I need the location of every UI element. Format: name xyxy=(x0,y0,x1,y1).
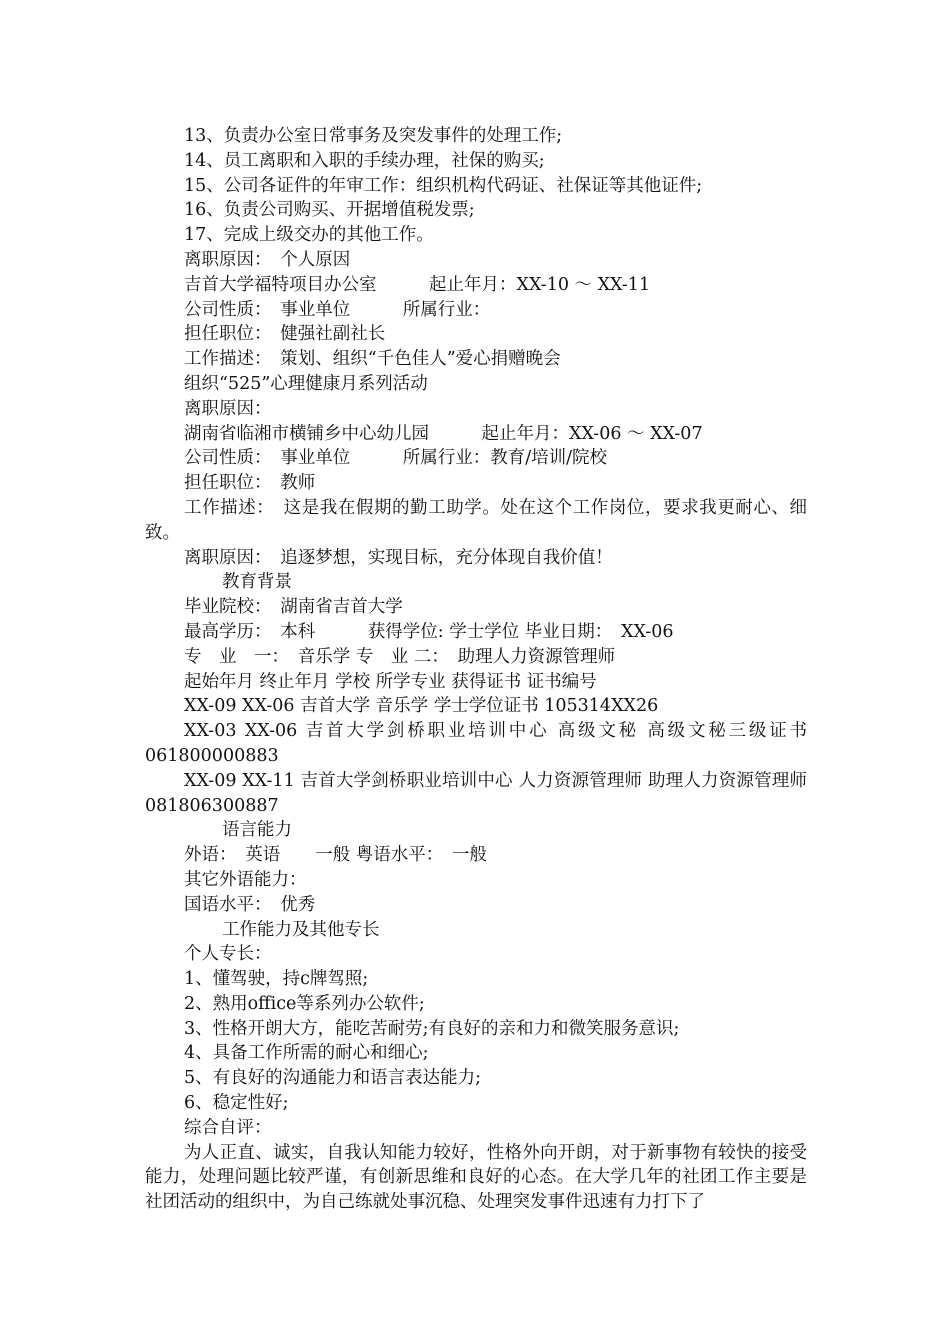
education-table-header: 起始年月 终止年月 学校 所学专业 获得证书 证书编号 xyxy=(184,671,597,692)
skills-label: 个人专长： xyxy=(184,944,272,965)
education-row: XX-03 XX-06 吉首大学剑桥职业培训中心 高级文秘 高级文秘三级证书 061800000883 xyxy=(145,721,807,766)
graduation-school: 毕业院校： 湖南省吉首大学 xyxy=(184,597,403,618)
job-description: 组织“525”心理健康月系列活动 xyxy=(184,373,428,394)
company-nature: 公司性质： 事业单位 所属行业：教育/培训/院校 xyxy=(184,448,608,469)
leave-reason: 离职原因： xyxy=(184,398,272,419)
job-description: 工作描述： 策划、组织“千色佳人”爱心捐赠晚会 xyxy=(184,349,561,370)
leave-reason: 离职原因： 个人原因 xyxy=(184,249,351,270)
job-position: 担任职位： 健强社副社长 xyxy=(184,324,386,345)
skill-item: 3、性格开朗大方，能吃苦耐劳;有良好的亲和力和微笑服务意识; xyxy=(184,1018,680,1039)
job-header: 湖南省临湘市横铺乡中心幼儿园 起止年月：XX-06 ～ XX-07 xyxy=(184,423,703,444)
job-description: 工作描述： 这是我在假期的勤工助学。处在这个工作岗位，要求我更耐心、细致。 xyxy=(145,497,807,543)
leave-reason: 离职原因： 追逐梦想，实现目标，充分体现自我价值！ xyxy=(184,547,613,568)
skill-item: 1、懂驾驶，持c牌驾照; xyxy=(184,969,369,990)
duty-item: 17、完成上级交办的其他工作。 xyxy=(184,225,434,246)
duty-item: 16、负责公司购买、开据增值税发票; xyxy=(184,200,475,221)
education-row: XX-09 XX-06 吉首大学 音乐学 学士学位证书 105314XX26 xyxy=(184,696,659,717)
education-row: XX-09 XX-11 吉首大学剑桥职业培训中心 人力资源管理师 助理人力资源管理师 081806300887 xyxy=(145,770,807,816)
skill-item: 2、熟用office等系列办公软件; xyxy=(184,993,425,1014)
skill-item: 5、有良好的沟通能力和语言表达能力; xyxy=(184,1068,482,1089)
job-position: 担任职位： 教师 xyxy=(184,473,316,494)
duty-item: 14、员工离职和入职的手续办理，社保的购买; xyxy=(184,150,545,171)
skill-item: 6、稳定性好; xyxy=(184,1093,289,1114)
section-heading-skills: 工作能力及其他专长 xyxy=(222,919,380,940)
duty-item: 15、公司各证件的年审工作：组织机构代码证、社保证等其他证件; xyxy=(184,175,703,196)
self-evaluation-text: 为人正直、诚实，自我认知能力较好，性格外向开朗，对于新事物有较快的接受能力，处理问题比较严谨，有创新思维和良好的心态。在大学几年的社团工作主要是社团活动的组织中，为自己练就处事沉稳、处理突发事件迅速有力打下了 xyxy=(145,1142,807,1213)
foreign-language: 外语： 英语 一般 粤语水平： 一般 xyxy=(184,845,488,866)
job-header: 吉首大学福特项目办公室 起止年月：XX-10 ～ XX-11 xyxy=(184,274,651,295)
degree-info: 最高学历： 本科 获得学位: 学士学位 毕业日期： XX-06 xyxy=(184,621,674,642)
skill-item: 4、具备工作所需的耐心和细心; xyxy=(184,1043,429,1064)
other-languages: 其它外语能力： xyxy=(184,869,307,890)
self-evaluation-label: 综合自评： xyxy=(184,1117,272,1138)
resume-content xyxy=(145,124,807,1215)
duty-item: 13、负责办公室日常事务及突发事件的处理工作; xyxy=(184,126,563,146)
section-heading-language: 语言能力 xyxy=(222,820,292,841)
majors: 专 业 一： 音乐学 专 业 二： 助理人力资源管理师 xyxy=(184,646,616,667)
mandarin-level: 国语水平： 优秀 xyxy=(184,894,316,915)
section-heading-education: 教育背景 xyxy=(222,572,292,593)
company-nature: 公司性质： 事业单位 所属行业： xyxy=(184,299,491,320)
